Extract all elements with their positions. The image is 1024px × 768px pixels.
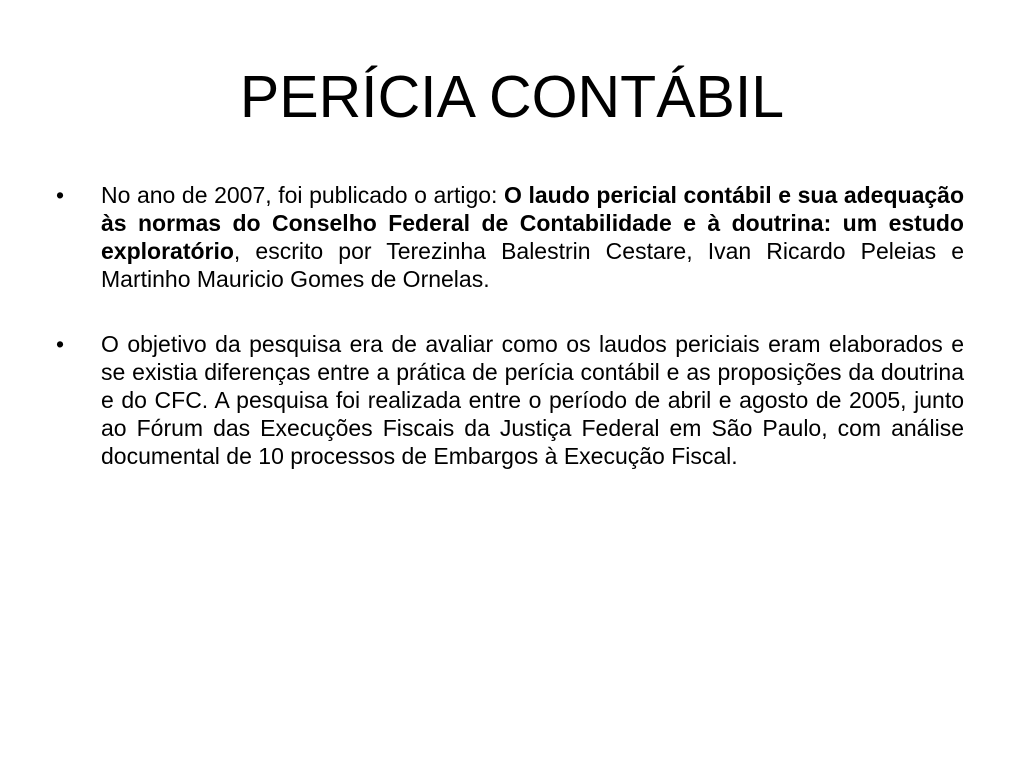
bullet-marker: • (56, 182, 65, 208)
bullet-text-authors: , escrito por Terezinha Balestrin Cestare, Ivan Ricardo Peleias e Martinho Mauricio Gomes de Ornelas. (101, 238, 964, 292)
article-title: O laudo pericial contábil e sua adequação às normas do Conselho Federal de Contabilidade e à doutrina: um estudo exploratório (101, 182, 964, 264)
bullet-text-intro: No ano de 2007, foi publicado o artigo: (101, 182, 505, 208)
bullet-text-objective: O objetivo da pesquisa era de avaliar como os laudos periciais eram elaborados e se existia diferenças entre a prática de perícia contábil e as proposições da doutrina e do CFC. A pesquisa foi realizada entre o período de abril e agosto de 2005, junto ao Fórum das Execuções Fiscais da Justiça Federal em São Paulo, com análise documental de 10 processos de Embargos à Execução Fiscal. (101, 331, 964, 469)
bullet-item-objective (56, 330, 964, 470)
bullet-list (56, 181, 964, 507)
bullet-item-article (56, 181, 964, 293)
bullet-marker: • (56, 331, 65, 357)
slide-title: PERÍCIA CONTÁBIL (239, 64, 785, 130)
